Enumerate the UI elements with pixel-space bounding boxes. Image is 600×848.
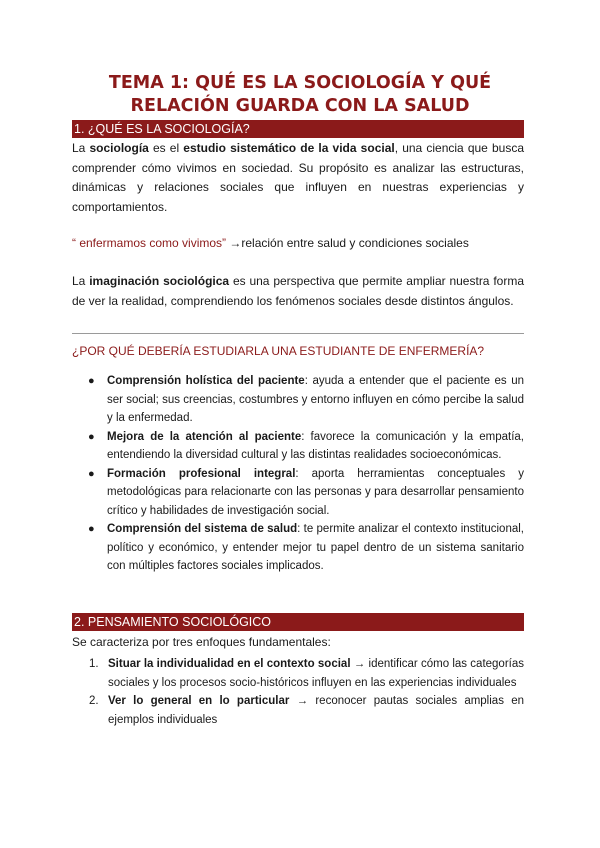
section2-intro: Se caracteriza por tres enfoques fundamentales: (72, 635, 331, 649)
bullet-icon: ● (88, 375, 95, 387)
approaches-numbered-list (72, 655, 524, 729)
bullet-icon: ● (88, 523, 95, 535)
list-item: 1. Situar la individualidad en el contexto social → identificar cómo las categorías sociales y los procesos socio-históricos influyen en las experiencias individuales (89, 658, 524, 689)
imagination-paragraph: La imaginación sociológica es una perspectiva que permite ampliar nuestra forma de ver la realidad, comprendiendo los fenómenos sociales desde distintos ángulos. (72, 274, 525, 308)
bullet-icon: ● (88, 467, 95, 480)
section-heading-2: 2. PENSAMIENTO SOCIOLÓGICO (72, 613, 524, 631)
list-item: 2. Ver lo general en lo particular → reconocer pautas sociales amplias en ejemplos individuales (89, 695, 524, 726)
bullet-icon: ● (88, 430, 95, 443)
term-sociologia: sociología (89, 141, 149, 155)
why-study-heading: ¿POR QUÉ DEBERÍA ESTUDIARLA UNA ESTUDIANTE DE ENFERMERÍA? (72, 344, 485, 358)
sociology-definition-paragraph: La sociología es el estudio sistemático de la vida social, una ciencia que busca comprender cómo vivimos en sociedad. Su propósito es analizar las estructuras, dinámicas y relaciones sociales que influyen en nuestras experiencias y comportamientos. (72, 141, 525, 214)
section-heading-1: 1. ¿QUÉ ES LA SOCIOLOGÍA? (72, 120, 524, 138)
term-estudio-sistematico: estudio sistemático de la vida social (183, 141, 395, 155)
reasons-bullet-list (72, 372, 524, 576)
quote-line: “ enfermamos como vivimos” →relación entre salud y condiciones sociales (72, 236, 469, 250)
horizontal-divider (72, 333, 524, 334)
page-title: TEMA 1: QUÉ ES LA SOCIOLOGÍA Y QUÉ RELACIÓN GUARDA CON LA SALUD (108, 73, 492, 116)
list-item: ● Formación profesional integral: aporta herramientas conceptuales y metodológicas para relacionarte con las personas y para desarrollar pensamiento crítico y habilidades de investigación social. (72, 465, 524, 521)
quote-text: “ enfermamos como vivimos” (72, 236, 227, 250)
list-item: ● Comprensión holística del paciente: ayuda a entender que el paciente es un ser social; sus creencias, costumbres y entorno influyen en cómo percibe la salud y la enfermedad. (72, 372, 524, 428)
list-item: ● Mejora de la atención al paciente: favorece la comunicación y la empatía, entendiendo la diversidad cultural y las distintas realidades socioeconómicas. (72, 428, 524, 465)
list-item: ● Comprensión del sistema de salud: te permite analizar el contexto institucional, político y económico, y entender mejor tu papel dentro de un sistema sanitario con múltiples factores sociales implicados. (72, 520, 524, 576)
term-imaginacion-sociologica: imaginación sociológica (89, 274, 230, 288)
